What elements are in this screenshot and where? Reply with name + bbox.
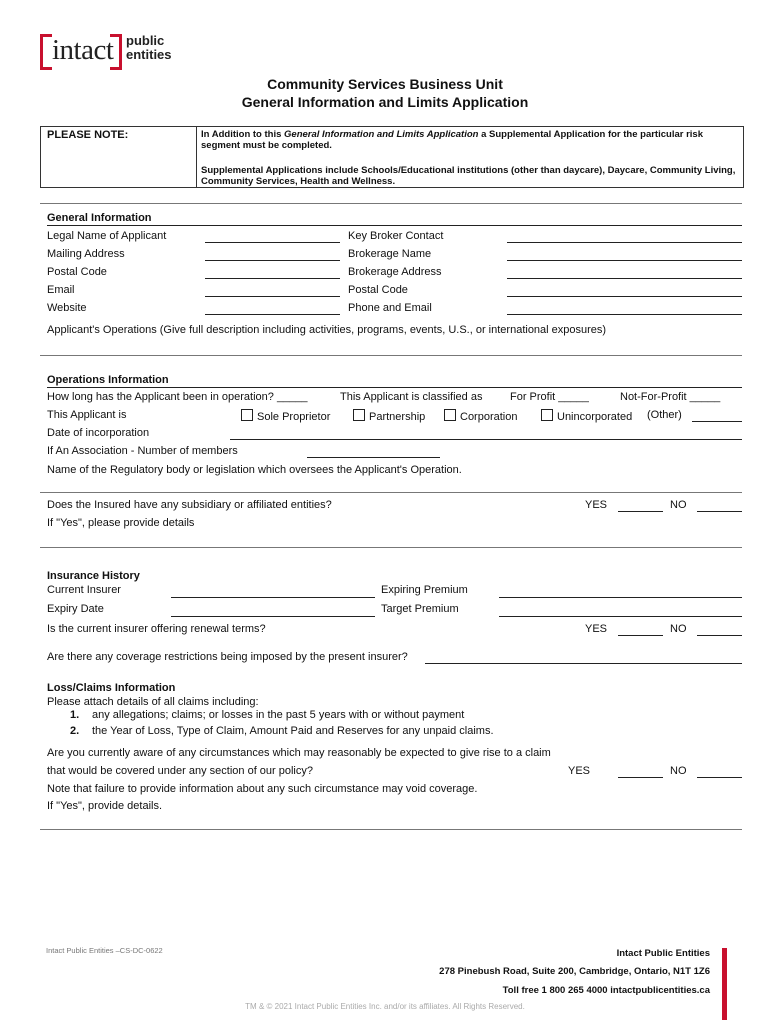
subsidiary-label: Does the Insured have any subsidiary or affiliated entities? [47,499,332,511]
heading-rule [47,387,742,388]
logo-subtext [126,34,172,62]
current-insurer-label: Current Insurer [47,584,121,596]
note-divider [196,127,197,187]
brokerage-name-label: Brokerage Name [348,248,432,260]
association-label: If An Association - Number of members [47,445,238,457]
form-code: Intact Public Entities –CS-DC-0622 [46,946,163,955]
note-p2-b: Community Services, Health and Wellness. [201,176,396,187]
unincorporated-checkbox[interactable] [541,409,553,421]
other-field[interactable] [692,421,742,422]
note-p2-a: Supplemental Applications include Schools/Educational institutions (other than daycare), Daycare, Community Living, [201,165,736,176]
unincorporated-option[interactable] [541,409,632,423]
note-p1-d: segment must be completed. [201,140,332,151]
insurance-heading: Insurance History [47,570,140,582]
partnership-label: Partnership [369,411,426,423]
operations-heading: Operations Information [47,374,169,386]
aware-yes-field[interactable] [618,777,663,778]
mailing-field[interactable] [205,260,340,261]
not-for-profit-label: Not-For-Profit _____ [620,391,721,403]
divider [40,203,742,204]
subsidiary-no-label: NO [670,499,687,511]
claim-item-1-number: 1. [70,709,80,721]
expiring-premium-label: Expiring Premium [381,584,468,596]
aware-label-2: that would be covered under any section of our policy? [47,765,313,777]
note-p1-b: General Information and Limits Application [284,129,479,140]
note-p1-a: In Addition to this [201,129,285,140]
phone-email-label: Phone and Email [348,302,432,314]
regulatory-field[interactable] [40,492,742,493]
other-label: (Other) [647,409,682,421]
broker-postal-label: Postal Code [348,284,408,296]
sole-proprietor-checkbox[interactable] [241,409,253,421]
unincorporated-label: Unincorporated [557,411,633,423]
heading-underline [47,225,155,226]
restrictions-field[interactable] [425,663,742,664]
logo-left-bracket [40,34,52,70]
operations-description-field[interactable] [40,355,742,356]
broker-postal-field[interactable] [507,296,742,297]
corporation-option[interactable] [444,409,517,423]
note-paragraph-2 [201,165,735,187]
corporation-label: Corporation [460,411,518,423]
footer-address: 278 Pinebush Road, Suite 200, Cambridge, Ontario, N1T 1Z6 [439,966,710,977]
form-title-1: Community Services Business Unit [267,76,503,92]
email-label: Email [47,284,75,296]
corporation-checkbox[interactable] [444,409,456,421]
heading-rule [155,225,742,226]
subsidiary-yes-label: YES [585,499,608,511]
brokerage-address-field[interactable] [507,278,742,279]
key-broker-label: Key Broker Contact [348,230,444,242]
partnership-option[interactable] [353,409,425,423]
expiring-premium-field[interactable] [499,597,742,598]
please-note-box [40,126,744,188]
copyright: TM & © 2021 Intact Public Entities Inc. and/or its affiliates. All Rights Reserved. [245,1002,525,1011]
renewal-yes-field[interactable] [618,635,663,636]
logo-word: intact [52,34,114,66]
date-inc-label: Date of incorporation [47,427,150,439]
sole-proprietor-label: Sole Proprietor [257,411,331,423]
loss-heading: Loss/Claims Information [47,682,176,694]
website-label: Website [47,302,87,314]
if-yes-label: If "Yes", please provide details [47,517,195,529]
renewal-yes-label: YES [585,623,608,635]
expiry-date-label: Expiry Date [47,603,104,615]
provide-details-label: If "Yes", provide details. [47,800,163,812]
logo-line2: entities [126,47,172,62]
subsidiary-yes-field[interactable] [618,511,663,512]
phone-email-field[interactable] [507,314,742,315]
association-members-field[interactable] [307,457,440,458]
renewal-no-label: NO [670,623,687,635]
how-long-label: How long has the Applicant been in operation? _____ [47,391,308,403]
aware-yes-label: YES [568,765,591,777]
subsidiary-no-field[interactable] [697,511,742,512]
note-paragraph-1 [201,129,703,151]
legal-name-field[interactable] [205,242,340,243]
postal-field[interactable] [205,278,340,279]
expiry-date-field[interactable] [171,616,375,617]
aware-no-field[interactable] [697,777,742,778]
subsidiary-details-field[interactable] [40,547,742,548]
aware-label-1: Are you currently aware of any circumstances which may reasonably be expected to give rise to a claim [47,747,551,759]
aware-no-label: NO [670,765,687,777]
restrictions-label: Are there any coverage restrictions being imposed by the present insurer? [47,651,408,663]
sole-proprietor-option[interactable] [241,409,330,423]
brokerage-name-field[interactable] [507,260,742,261]
footer-toll-free: Toll free 1 800 265 4000 intactpublicentities.ca [502,985,710,996]
footer-company: Intact Public Entities [616,948,710,959]
regulatory-label: Name of the Regulatory body or legislation which oversees the Applicant's Operation. [47,464,462,476]
target-premium-field[interactable] [499,616,742,617]
key-broker-field[interactable] [507,242,742,243]
date-inc-field[interactable] [230,439,742,440]
operations-description-label: Applicant's Operations (Give full description including activities, programs, events, U.S., or international exposures) [47,324,607,336]
classified-label: This Applicant is classified as [340,391,483,403]
renewal-no-field[interactable] [697,635,742,636]
form-title-2: General Information and Limits Application [241,94,529,110]
please-note-label: PLEASE NOTE: [47,129,129,141]
applicant-is-label: This Applicant is [47,409,127,421]
for-profit-label: For Profit _____ [510,391,589,403]
note-p1-c: a Supplemental Application for the particular risk [478,129,703,140]
email-field[interactable] [205,296,340,297]
logo-right-bracket [110,34,122,70]
brokerage-address-label: Brokerage Address [348,266,442,278]
claim-item-2-number: 2. [70,725,80,737]
partnership-checkbox[interactable] [353,409,365,421]
attach-label: Please attach details of all claims including: [47,696,259,708]
void-coverage-note: Note that failure to provide information about any such circumstance may void coverage. [47,783,478,795]
website-field[interactable] [205,314,340,315]
claim-item-1: any allegations; claims; or losses in the past 5 years with or without payment [92,709,465,721]
claim-item-2: the Year of Loss, Type of Claim, Amount Paid and Reserves for any unpaid claims. [92,725,494,737]
postal-label: Postal Code [47,266,107,278]
mailing-label: Mailing Address [47,248,125,260]
logo-line1: public [126,33,165,48]
current-insurer-field[interactable] [171,597,375,598]
general-info-heading: General Information [47,212,152,224]
renewal-label: Is the current insurer offering renewal terms? [47,623,266,635]
legal-name-label: Legal Name of Applicant [47,230,167,242]
claim-details-field[interactable] [40,829,742,830]
target-premium-label: Target Premium [381,603,459,615]
